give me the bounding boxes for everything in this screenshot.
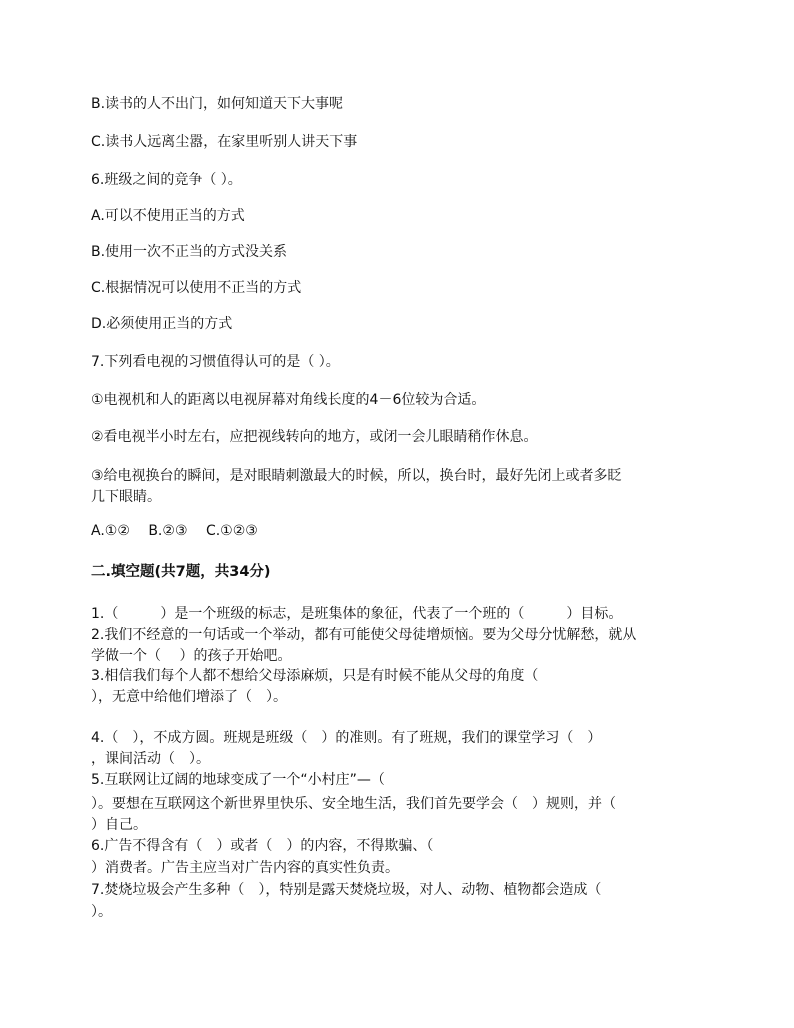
fill-question-4: 4.（ ），不成方圆。班规是班级（ ）的准则。有了班规，我们的课堂学习（ ） (91, 730, 602, 746)
fill-question-6-cont: ）消费者。广告主应当对广告内容的真实性负责。 (91, 860, 399, 876)
fill-question-7: 7.焚烧垃圾会产生多种（ ），特别是露天焚烧垃圾，对人、动物、植物都会造成（ (91, 882, 602, 898)
fill-question-3: 3.相信我们每个人都不想给父母添麻烦，只是有时候不能从父母的角度（ (91, 668, 539, 684)
options-q7: A.①② B.②③ C.①②③ (91, 523, 258, 539)
fill-question-4-cont: ，课间活动（ ）。 (91, 751, 210, 767)
option-q6-a: A.可以不使用正当的方式 (91, 208, 245, 224)
statement-q7-3-cont: 几下眼睛。 (91, 489, 161, 505)
statement-q7-3: ③给电视换台的瞬间，是对眼睛刺激最大的时候，所以，换台时，最好先闭上或者多眨 (91, 468, 622, 484)
fill-question-1: 1.（ ）是一个班级的标志，是班集体的象征，代表了一个班的（ ）目标。 (91, 606, 623, 622)
question-6: 6.班级之间的竞争（ ）。 (91, 172, 242, 188)
section-title: 二.填空题(共7题，共34分) (91, 564, 271, 580)
fill-question-3-cont: ），无意中给他们增添了（ ）。 (91, 689, 287, 705)
fill-question-5-cont: ）。要想在互联网这个新世界里快乐、安全地生活，我们首先要学会（ ）规则，并（ (91, 796, 616, 812)
option-q5-b: B.读书的人不出门，如何知道天下大事呢 (91, 96, 344, 112)
statement-q7-1: ①电视机和人的距离以电视屏幕对角线长度的4－6位较为合适。 (91, 392, 486, 408)
fill-question-5-cont2: ）自己。 (91, 817, 147, 833)
fill-question-2: 2.我们不经意的一句话或一个举动，都有可能使父母徒增烦恼。要为父母分忧解愁，就从 (91, 627, 637, 643)
statement-q7-2: ②看电视半小时左右，应把视线转向的地方，或闭一会儿眼睛稍作休息。 (91, 429, 538, 445)
option-q5-c: C.读书人远离尘嚣，在家里听别人讲天下事 (91, 134, 358, 150)
question-7: 7.下列看电视的习惯值得认可的是（ ）。 (91, 354, 340, 370)
fill-question-2-cont: 学做一个（ ）的孩子开始吧。 (91, 648, 292, 664)
fill-question-5: 5.互联网让辽阔的地球变成了一个“小村庄”—（ (91, 772, 385, 788)
option-q6-b: B.使用一次不正当的方式没关系 (91, 244, 288, 260)
option-q6-d: D.必须使用正当的方式 (91, 316, 233, 332)
fill-question-7-cont: ）。 (91, 904, 112, 920)
fill-question-6: 6.广告不得含有（ ）或者（ ）的内容，不得欺骗、（ (91, 838, 434, 854)
option-q6-c: C.根据情况可以使用不正当的方式 (91, 280, 302, 296)
